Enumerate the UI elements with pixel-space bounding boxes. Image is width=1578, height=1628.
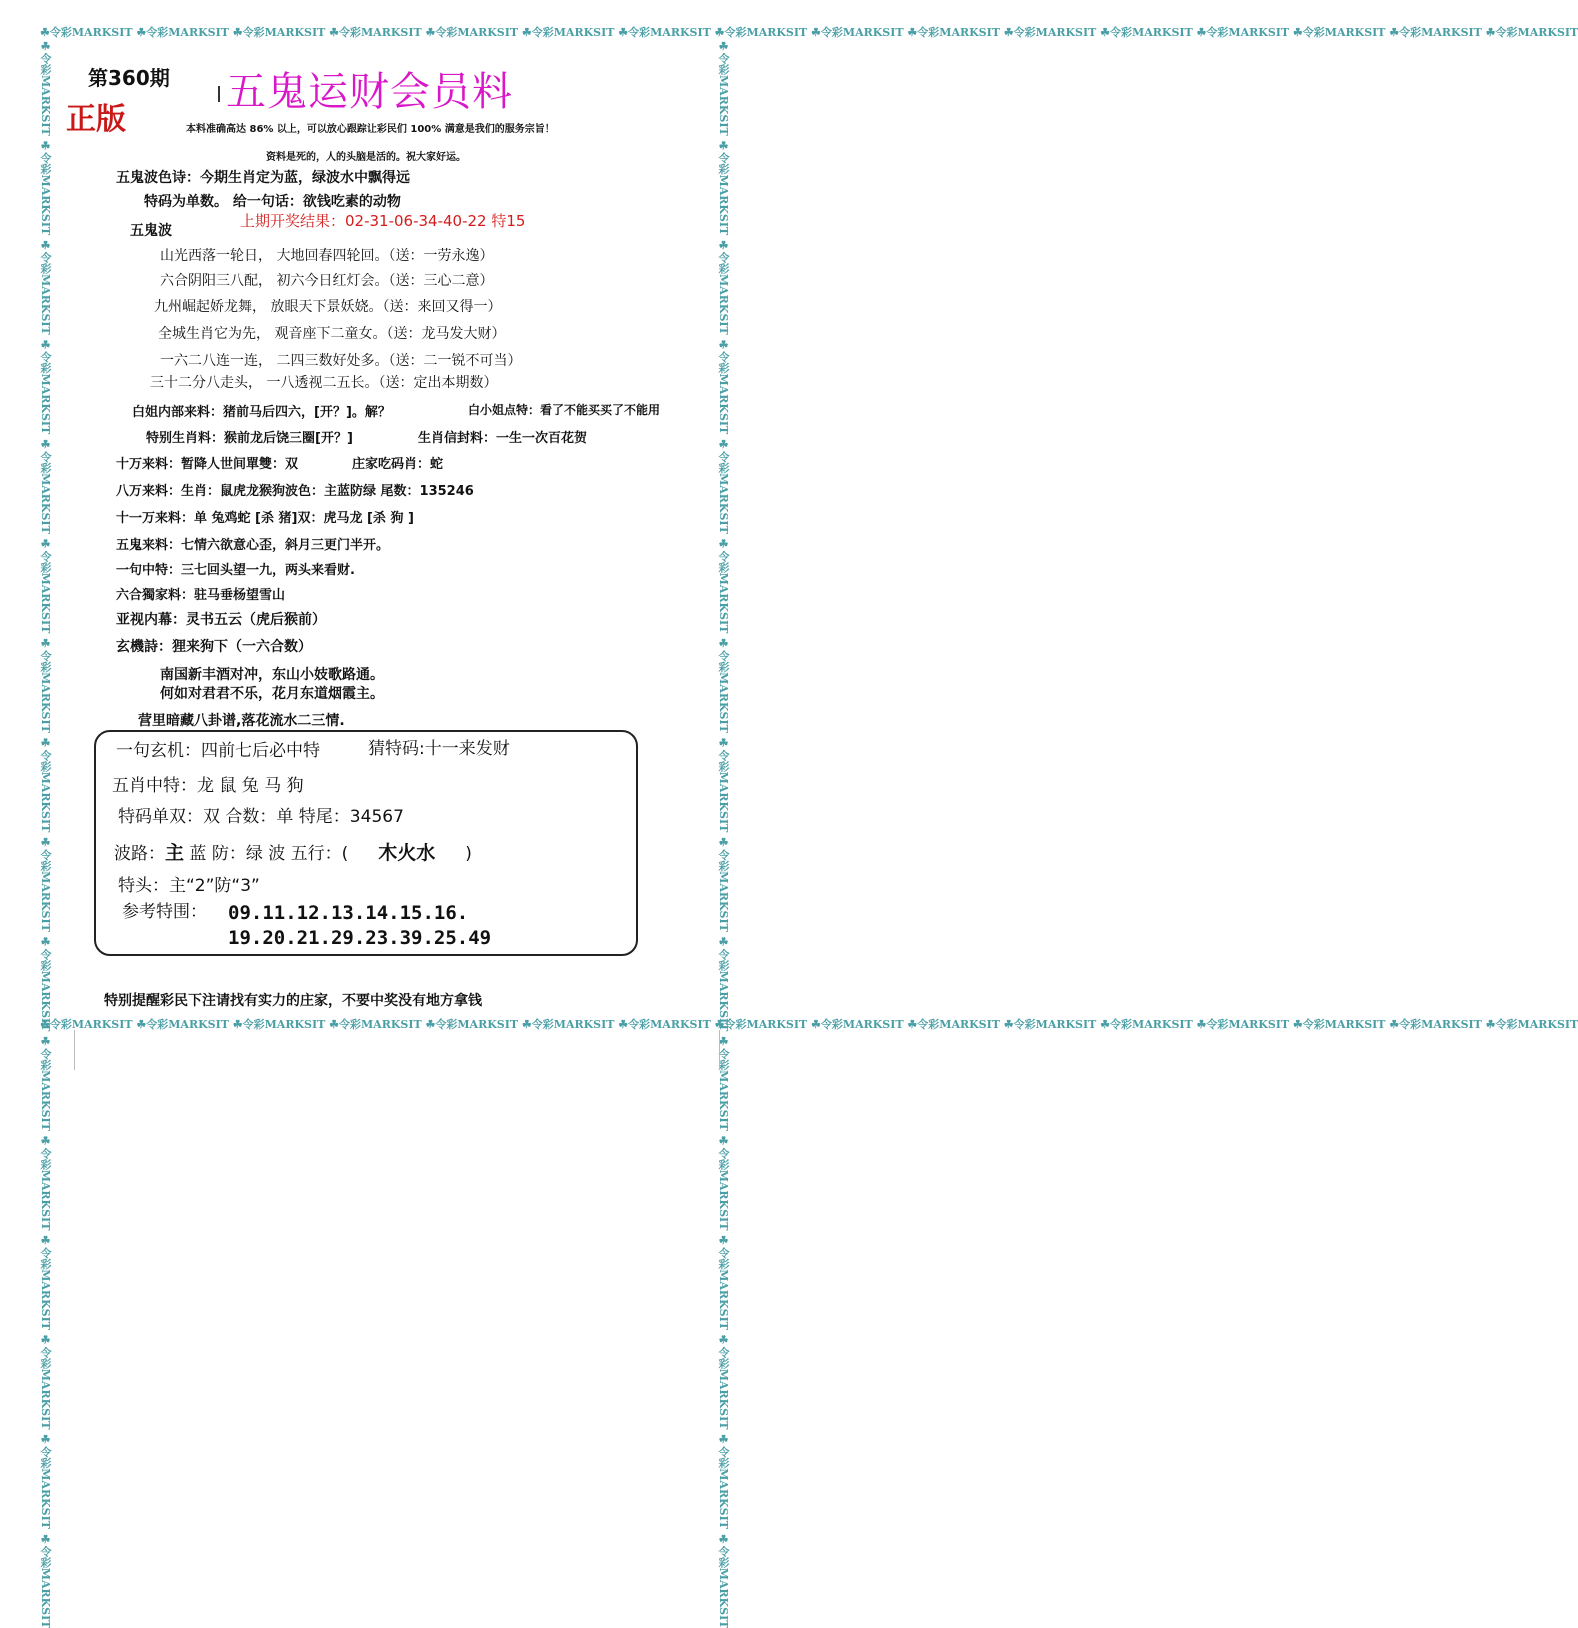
footer-warning: 特别提醒彩民下注请找有实力的庄家，不要中奖没有地方拿钱 bbox=[104, 993, 482, 1009]
verse-3: 九州崛起娇龙舞， 放眼天下景妖娆。（送：来回又得一） bbox=[154, 299, 502, 315]
edition-badge: 正版 bbox=[66, 102, 126, 137]
verse-6: 三十二分八走头， 一八透视二五长。（送：定出本期数） bbox=[150, 375, 498, 391]
zodiac-letter: 生肖信封料：一生一次百花贺 bbox=[418, 431, 588, 446]
poem2-line3: 营里暗藏八卦谱,落花流水二三情. bbox=[138, 713, 345, 729]
odd-even-line: 特码单双：双 合数：单 特尾：34567 bbox=[118, 807, 404, 827]
wave-route-line bbox=[114, 838, 472, 865]
sister-internal: 白姐内部来料：猪前马后四六，[开？]。解？ bbox=[132, 405, 391, 420]
verse-5: 一六二八连一连， 二四三数好处多。（送：二一锐不可当） bbox=[160, 353, 522, 369]
one-line-tip: 一句中特：三七回头望一九，两头来看财. bbox=[116, 563, 355, 578]
wave-main: 主 bbox=[165, 842, 185, 864]
verse-1: 山光西落一轮日， 大地回春四轮回。（送：一劳永逸） bbox=[160, 248, 494, 264]
verse-4: 全城生肖它为先， 观音座下二童女。（送：龙马发大财） bbox=[158, 326, 506, 342]
poem2-line1: 南国新丰酒对冲，东山小妓歌路通。 bbox=[160, 667, 384, 683]
watermark-right: ☘令彩MARKSIT ☘令彩MARKSIT ☘令彩MARKSIT ☘令彩MARKSIT ☘令彩MARKSIT ☘令彩MARKSIT ☘令彩MARKSIT ☘令彩MARKSIT ☘令彩MARKSIT ☘令彩MARKSIT ☘令彩MARKSIT ☘令彩MARKSIT ☘令彩MARKSIT ☘令彩MARKSIT ☘令彩MARKSIT ☘令彩MARKSIT bbox=[717, 40, 730, 1628]
wave-elements: 木火水 bbox=[378, 842, 436, 864]
poem2-line2: 何如对君君不乐，花月东道烟霞主。 bbox=[160, 686, 384, 702]
reference-label: 参考特围： bbox=[122, 902, 207, 922]
verse-2: 六合阴阳三八配， 初六今日红灯会。（送：三心二意） bbox=[160, 273, 494, 289]
reference-row-2: 19.20.21.29.23.39.25.49 bbox=[228, 927, 492, 949]
tagline-luck: 资料是死的，人的头脑是活的。祝大家好运。 bbox=[266, 152, 466, 163]
watermark-bottom: ☘令彩MARKSIT ☘令彩MARKSIT ☘令彩MARKSIT ☘令彩MARKSIT ☘令彩MARKSIT ☘令彩MARKSIT ☘令彩MARKSIT ☘令彩MARKSIT ☘令彩MARKSIT ☘令彩MARKSIT ☘令彩MARKSIT ☘令彩MARKSIT ☘令彩MARKSIT ☘令彩MARKSIT ☘令彩MARKSIT ☘令彩MARKSIT bbox=[40, 1018, 1578, 1031]
guess-line: 猜特码:十一来发财 bbox=[368, 739, 510, 759]
reference-row-1: 09.11.12.13.14.15.16. bbox=[228, 902, 469, 924]
watermark-left: ☘令彩MARKSIT ☘令彩MARKSIT ☘令彩MARKSIT ☘令彩MARKSIT ☘令彩MARKSIT ☘令彩MARKSIT ☘令彩MARKSIT ☘令彩MARKSIT ☘令彩MARKSIT ☘令彩MARKSIT ☘令彩MARKSIT ☘令彩MARKSIT ☘令彩MARKSIT ☘令彩MARKSIT ☘令彩MARKSIT ☘令彩MARKSIT bbox=[39, 40, 52, 1628]
watermark-top: ☘令彩MARKSIT ☘令彩MARKSIT ☘令彩MARKSIT ☘令彩MARKSIT ☘令彩MARKSIT ☘令彩MARKSIT ☘令彩MARKSIT ☘令彩MARKSIT ☘令彩MARKSIT ☘令彩MARKSIT ☘令彩MARKSIT ☘令彩MARKSIT ☘令彩MARKSIT ☘令彩MARKSIT ☘令彩MARKSIT ☘令彩MARKSIT bbox=[40, 26, 1578, 39]
five-zodiac: 五肖中特：龙 鼠 兔 马 狗 bbox=[112, 776, 304, 796]
tagline-accuracy: 本料准确高达 86% 以上，可以放心跟踪让彩民们 100% 满意是我们的服务宗旨！ bbox=[186, 124, 555, 135]
page-title: 五鬼运财会员料 bbox=[226, 69, 513, 115]
head-line: 特头：主“2”防“3” bbox=[118, 876, 260, 896]
dealer-zodiac: 庄家吃码肖：蛇 bbox=[352, 457, 444, 472]
issue-number: 第360期 bbox=[88, 66, 170, 90]
wave-route-close: ) bbox=[465, 844, 472, 864]
xuanji-poem: 玄機詩：狸来狗下（一六合数） bbox=[116, 639, 312, 655]
page-edge-lines bbox=[74, 1030, 720, 1070]
poem-label: 五鬼波色诗：今期生肖定为蓝，绿波水中飘得远 bbox=[116, 170, 410, 186]
riddle-line: 一句玄机：四前七后必中特 bbox=[116, 741, 320, 761]
wave-route-rest: 蓝 防：绿 波 五行：( bbox=[184, 844, 349, 864]
title-cursor-mark bbox=[218, 86, 220, 102]
special-zodiac: 特别生肖料：猴前龙后饶三圈[开？] bbox=[146, 431, 353, 446]
last-result: 上期开奖结果：02-31-06-34-40-22 特15 bbox=[240, 212, 526, 230]
liuhe-tip: 六合獨家料：驻马垂杨望雪山 bbox=[116, 588, 286, 603]
sister-special: 白小姐点特：看了不能买买了不能用 bbox=[468, 403, 661, 417]
tip-100k: 十万来料：暂降人世间單雙：双 bbox=[116, 457, 299, 472]
tip-110k: 十一万来料：单 兔鸡蛇 [杀 猪]双：虎马龙 [杀 狗 ] bbox=[116, 511, 414, 526]
asia-tip: 亚视内幕：灵书五云（虎后猴前） bbox=[116, 612, 326, 628]
wave-route-prefix: 波路： bbox=[114, 844, 165, 864]
tip-80k: 八万来料：生肖：鼠虎龙猴狗波色：主蓝防绿 尾数：135246 bbox=[116, 484, 474, 499]
wave-label: 五鬼波 bbox=[130, 223, 172, 239]
special-note: 特码为单数。 给一句话：欲钱吃素的动物 bbox=[144, 194, 401, 210]
tip-wugui: 五鬼来料：七情六欲意心歪，斜月三更门半开。 bbox=[116, 538, 390, 553]
